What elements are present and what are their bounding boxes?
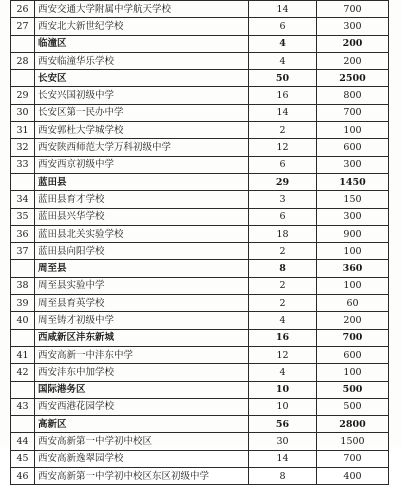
amount-cell: 300 <box>317 208 389 225</box>
district-subtotal-row <box>11 329 389 346</box>
table-row <box>11 364 389 381</box>
school-name-cell: 临潼区 <box>35 35 249 52</box>
row-number-cell: 39 <box>11 295 35 312</box>
count-cell: 30 <box>249 433 317 450</box>
amount-cell: 100 <box>317 122 389 139</box>
row-number-cell <box>11 260 35 277</box>
row-number-cell: 30 <box>11 104 35 121</box>
count-cell: 14 <box>249 1 317 18</box>
amount-cell: 360 <box>317 260 389 277</box>
table-row <box>11 156 389 173</box>
table-row <box>11 433 389 450</box>
school-name-cell: 西安西京初级中学 <box>35 156 249 173</box>
count-cell: 8 <box>249 260 317 277</box>
school-name-cell: 国际港务区 <box>35 381 249 398</box>
table-row <box>11 104 389 121</box>
amount-cell: 700 <box>317 104 389 121</box>
table-row <box>11 122 389 139</box>
count-cell: 6 <box>249 208 317 225</box>
district-subtotal-row <box>11 381 389 398</box>
row-number-cell: 40 <box>11 312 35 329</box>
table-row <box>11 18 389 35</box>
school-name-cell: 蓝田县育才学校 <box>35 191 249 208</box>
row-number-cell: 33 <box>11 156 35 173</box>
amount-cell: 600 <box>317 139 389 156</box>
row-number-cell: 28 <box>11 52 35 69</box>
school-name-cell: 长安兴国初级中学 <box>35 87 249 104</box>
table-row <box>11 277 389 294</box>
amount-cell: 500 <box>317 381 389 398</box>
count-cell: 2 <box>249 295 317 312</box>
amount-cell: 500 <box>317 398 389 415</box>
row-number-cell: 31 <box>11 122 35 139</box>
row-number-cell: 37 <box>11 243 35 260</box>
school-name-cell: 西安高新第一中学初中校区东区初级中学 <box>35 468 249 485</box>
table-row <box>11 1 389 18</box>
school-name-cell: 蓝田县向阳学校 <box>35 243 249 260</box>
school-name-cell: 长安区第一民办中学 <box>35 104 249 121</box>
row-number-cell: 46 <box>11 468 35 485</box>
row-number-cell: 44 <box>11 433 35 450</box>
amount-cell: 200 <box>317 52 389 69</box>
count-cell: 8 <box>249 468 317 485</box>
school-name-cell: 西安郭杜大学城学校 <box>35 122 249 139</box>
row-number-cell: 29 <box>11 87 35 104</box>
table-row <box>11 468 389 485</box>
row-number-cell: 27 <box>11 18 35 35</box>
school-name-cell: 西咸新区沣东新城 <box>35 329 249 346</box>
count-cell: 10 <box>249 381 317 398</box>
school-name-cell: 蓝田县 <box>35 173 249 190</box>
count-cell: 3 <box>249 191 317 208</box>
school-name-cell: 西安北大新世纪学校 <box>35 18 249 35</box>
row-number-cell <box>11 35 35 52</box>
count-cell: 2 <box>249 243 317 260</box>
amount-cell: 150 <box>317 191 389 208</box>
amount-cell: 900 <box>317 225 389 242</box>
row-number-cell <box>11 416 35 433</box>
row-number-cell: 41 <box>11 346 35 363</box>
count-cell: 16 <box>249 329 317 346</box>
count-cell: 14 <box>249 104 317 121</box>
district-subtotal-row <box>11 173 389 190</box>
amount-cell: 100 <box>317 364 389 381</box>
row-number-cell: 45 <box>11 450 35 467</box>
school-name-cell: 西安临潼华乐学校 <box>35 52 249 69</box>
table-row <box>11 243 389 260</box>
school-name-cell: 西安陕西师范大学万科初级中学 <box>35 139 249 156</box>
row-number-cell: 26 <box>11 1 35 18</box>
row-number-cell: 36 <box>11 225 35 242</box>
row-number-cell: 34 <box>11 191 35 208</box>
count-cell: 6 <box>249 18 317 35</box>
table-row <box>11 295 389 312</box>
count-cell: 10 <box>249 398 317 415</box>
amount-cell: 60 <box>317 295 389 312</box>
table-row <box>11 346 389 363</box>
count-cell: 14 <box>249 450 317 467</box>
count-cell: 29 <box>249 173 317 190</box>
table-row <box>11 450 389 467</box>
amount-cell: 100 <box>317 277 389 294</box>
amount-cell: 1500 <box>317 433 389 450</box>
table-row <box>11 312 389 329</box>
amount-cell: 300 <box>317 18 389 35</box>
row-number-cell: 32 <box>11 139 35 156</box>
school-name-cell: 周至铸才初级中学 <box>35 312 249 329</box>
school-name-cell: 西安交通大学附属中学航天学校 <box>35 1 249 18</box>
amount-cell: 200 <box>317 35 389 52</box>
district-subtotal-row <box>11 35 389 52</box>
count-cell: 50 <box>249 70 317 87</box>
district-subtotal-row <box>11 70 389 87</box>
table-row <box>11 139 389 156</box>
table-body <box>11 1 389 485</box>
table-row <box>11 208 389 225</box>
school-name-cell: 西安西港花园学校 <box>35 398 249 415</box>
school-name-cell: 蓝田县兴华学校 <box>35 208 249 225</box>
row-number-cell <box>11 173 35 190</box>
district-subtotal-row <box>11 416 389 433</box>
school-name-cell: 周至县育英学校 <box>35 295 249 312</box>
row-number-cell <box>11 329 35 346</box>
amount-cell: 800 <box>317 87 389 104</box>
count-cell: 12 <box>249 346 317 363</box>
count-cell: 12 <box>249 139 317 156</box>
count-cell: 4 <box>249 52 317 69</box>
school-name-cell: 周至县 <box>35 260 249 277</box>
amount-cell: 2500 <box>317 70 389 87</box>
row-number-cell: 38 <box>11 277 35 294</box>
count-cell: 4 <box>249 364 317 381</box>
school-name-cell: 蓝田县北关实验学校 <box>35 225 249 242</box>
row-number-cell: 43 <box>11 398 35 415</box>
school-name-cell: 西安高新逸翠园学校 <box>35 450 249 467</box>
count-cell: 2 <box>249 277 317 294</box>
count-cell: 16 <box>249 87 317 104</box>
count-cell: 2 <box>249 122 317 139</box>
row-number-cell <box>11 70 35 87</box>
amount-cell: 400 <box>317 468 389 485</box>
school-name-cell: 长安区 <box>35 70 249 87</box>
amount-cell: 2800 <box>317 416 389 433</box>
school-name-cell: 周至县实验中学 <box>35 277 249 294</box>
count-cell: 4 <box>249 312 317 329</box>
school-name-cell: 西安高新一中沣东中学 <box>35 346 249 363</box>
table-row <box>11 52 389 69</box>
count-cell: 56 <box>249 416 317 433</box>
table-row <box>11 191 389 208</box>
allocation-table <box>10 0 389 485</box>
amount-cell: 700 <box>317 329 389 346</box>
table-row <box>11 87 389 104</box>
school-name-cell: 高新区 <box>35 416 249 433</box>
amount-cell: 300 <box>317 156 389 173</box>
district-subtotal-row <box>11 260 389 277</box>
amount-cell: 1450 <box>317 173 389 190</box>
count-cell: 4 <box>249 35 317 52</box>
school-name-cell: 西安沣东中加学校 <box>35 364 249 381</box>
amount-cell: 600 <box>317 346 389 363</box>
row-number-cell <box>11 381 35 398</box>
table-row <box>11 398 389 415</box>
amount-cell: 700 <box>317 1 389 18</box>
school-name-cell: 西安高新第一中学初中校区 <box>35 433 249 450</box>
amount-cell: 200 <box>317 312 389 329</box>
amount-cell: 700 <box>317 450 389 467</box>
count-cell: 18 <box>249 225 317 242</box>
row-number-cell: 35 <box>11 208 35 225</box>
amount-cell: 100 <box>317 243 389 260</box>
count-cell: 6 <box>249 156 317 173</box>
row-number-cell: 42 <box>11 364 35 381</box>
table-row <box>11 225 389 242</box>
